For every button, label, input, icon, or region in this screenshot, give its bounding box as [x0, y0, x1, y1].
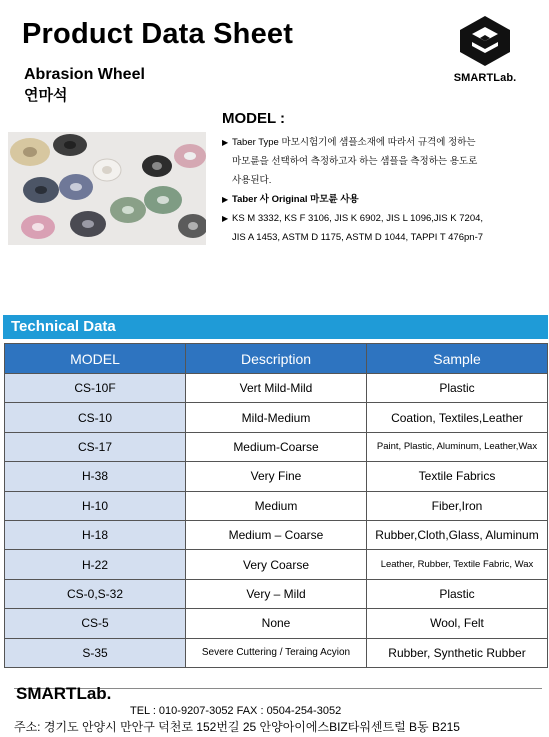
cell-model: S-35: [5, 638, 186, 667]
technical-data-bar: [3, 315, 548, 339]
footer-logo: SMARTLab.: [16, 684, 112, 703]
column-header-sample: Sample: [367, 344, 548, 374]
cell-description: Very – Mild: [186, 579, 367, 608]
cell-sample: Plastic: [367, 579, 548, 608]
cell-description: Vert Mild-Mild: [186, 374, 367, 403]
cell-description: Very Fine: [186, 462, 367, 491]
triangle-bullet-icon: ▶: [222, 138, 229, 147]
cell-sample: Leather, Rubber, Textile Fabric, Wax: [367, 550, 548, 579]
table-row: [5, 462, 548, 491]
bullet-continuation: 사용된다.: [232, 175, 272, 186]
cell-model: CS-5: [5, 609, 186, 638]
smartlab-logo: [448, 12, 522, 100]
cell-sample: Rubber,Cloth,Glass, Aluminum: [367, 520, 548, 549]
cell-model: CS-0,S-32: [5, 579, 186, 608]
model-bullet: [222, 190, 542, 209]
table-row: [5, 579, 548, 608]
cell-description: Severe Cuttering / Teraing Acyion: [186, 638, 367, 667]
cell-description: Mild-Medium: [186, 403, 367, 432]
cell-description: Medium: [186, 491, 367, 520]
technical-data-table: [4, 343, 548, 668]
cell-sample: Paint, Plastic, Aluminum, Leather,Wax: [367, 432, 548, 461]
cell-sample: Fiber,Iron: [367, 491, 548, 520]
footer-address: 주소: 경기도 안양시 만안구 덕천로 152번길 25 안양아이에스BIZ타워센트럴 B동 B215: [14, 720, 460, 734]
model-bullet: [222, 209, 542, 228]
product-name-ko: 연마석: [24, 87, 68, 104]
bullet-continuation: JIS A 1453, ASTM D 1175, ASTM D 1044, TAPPI T 476pn-7: [232, 232, 484, 243]
cell-model: H-22: [5, 550, 186, 579]
cell-sample: Textile Fabrics: [367, 462, 548, 491]
column-header-description: Description: [186, 344, 367, 374]
table-row: [5, 550, 548, 579]
model-bullet: [222, 133, 542, 152]
cell-description: Medium – Coarse: [186, 520, 367, 549]
cell-sample: Plastic: [367, 374, 548, 403]
triangle-bullet-icon: ▶: [222, 195, 229, 204]
model-list: [222, 133, 542, 247]
product-name-en: Abrasion Wheel: [24, 66, 145, 83]
bullet-text: KS M 3332, KS F 3106, JIS K 6902, JIS L 1096,JIS K 7204,: [232, 213, 484, 224]
bullet-text: Taber 사 Original 마모륜 사용: [232, 194, 359, 205]
cell-description: Very Coarse: [186, 550, 367, 579]
triangle-bullet-icon: ▶: [222, 214, 229, 223]
smartlab-logo-icon: [458, 14, 512, 68]
table-header-row: [5, 344, 548, 374]
table-row: [5, 638, 548, 667]
table-row: [5, 374, 548, 403]
table-row: [5, 491, 548, 520]
footer-contact: TEL : 010-9207-3052 FAX : 0504-254-3052: [130, 705, 342, 717]
cell-description: None: [186, 609, 367, 638]
table-row: [5, 403, 548, 432]
column-header-model: MODEL: [5, 344, 186, 374]
cell-model: H-10: [5, 491, 186, 520]
table-row: [5, 432, 548, 461]
technical-data-title: Technical Data: [11, 318, 116, 335]
table-row: [5, 609, 548, 638]
cell-model: CS-17: [5, 432, 186, 461]
model-heading: MODEL :: [222, 110, 286, 127]
cell-sample: Wool, Felt: [367, 609, 548, 638]
abrasion-wheels-photo: [8, 132, 206, 245]
cell-sample: Coation, Textiles,Leather: [367, 403, 548, 432]
bullet-continuation: 마모륜을 선택하여 측정하고자 하는 샘플을 측정하는 용도로: [232, 156, 478, 167]
cell-model: CS-10F: [5, 374, 186, 403]
table-row: [5, 520, 548, 549]
bullet-text: Taber Type 마모시험기에 샘플소재에 따라서 규격에 정하는: [232, 137, 476, 148]
cell-model: H-18: [5, 520, 186, 549]
cell-sample: Rubber, Synthetic Rubber: [367, 638, 548, 667]
cell-description: Medium-Coarse: [186, 432, 367, 461]
cell-model: H-38: [5, 462, 186, 491]
logo-text: SMARTLab.: [453, 72, 517, 84]
page-title: Product Data Sheet: [22, 18, 294, 50]
cell-model: CS-10: [5, 403, 186, 432]
